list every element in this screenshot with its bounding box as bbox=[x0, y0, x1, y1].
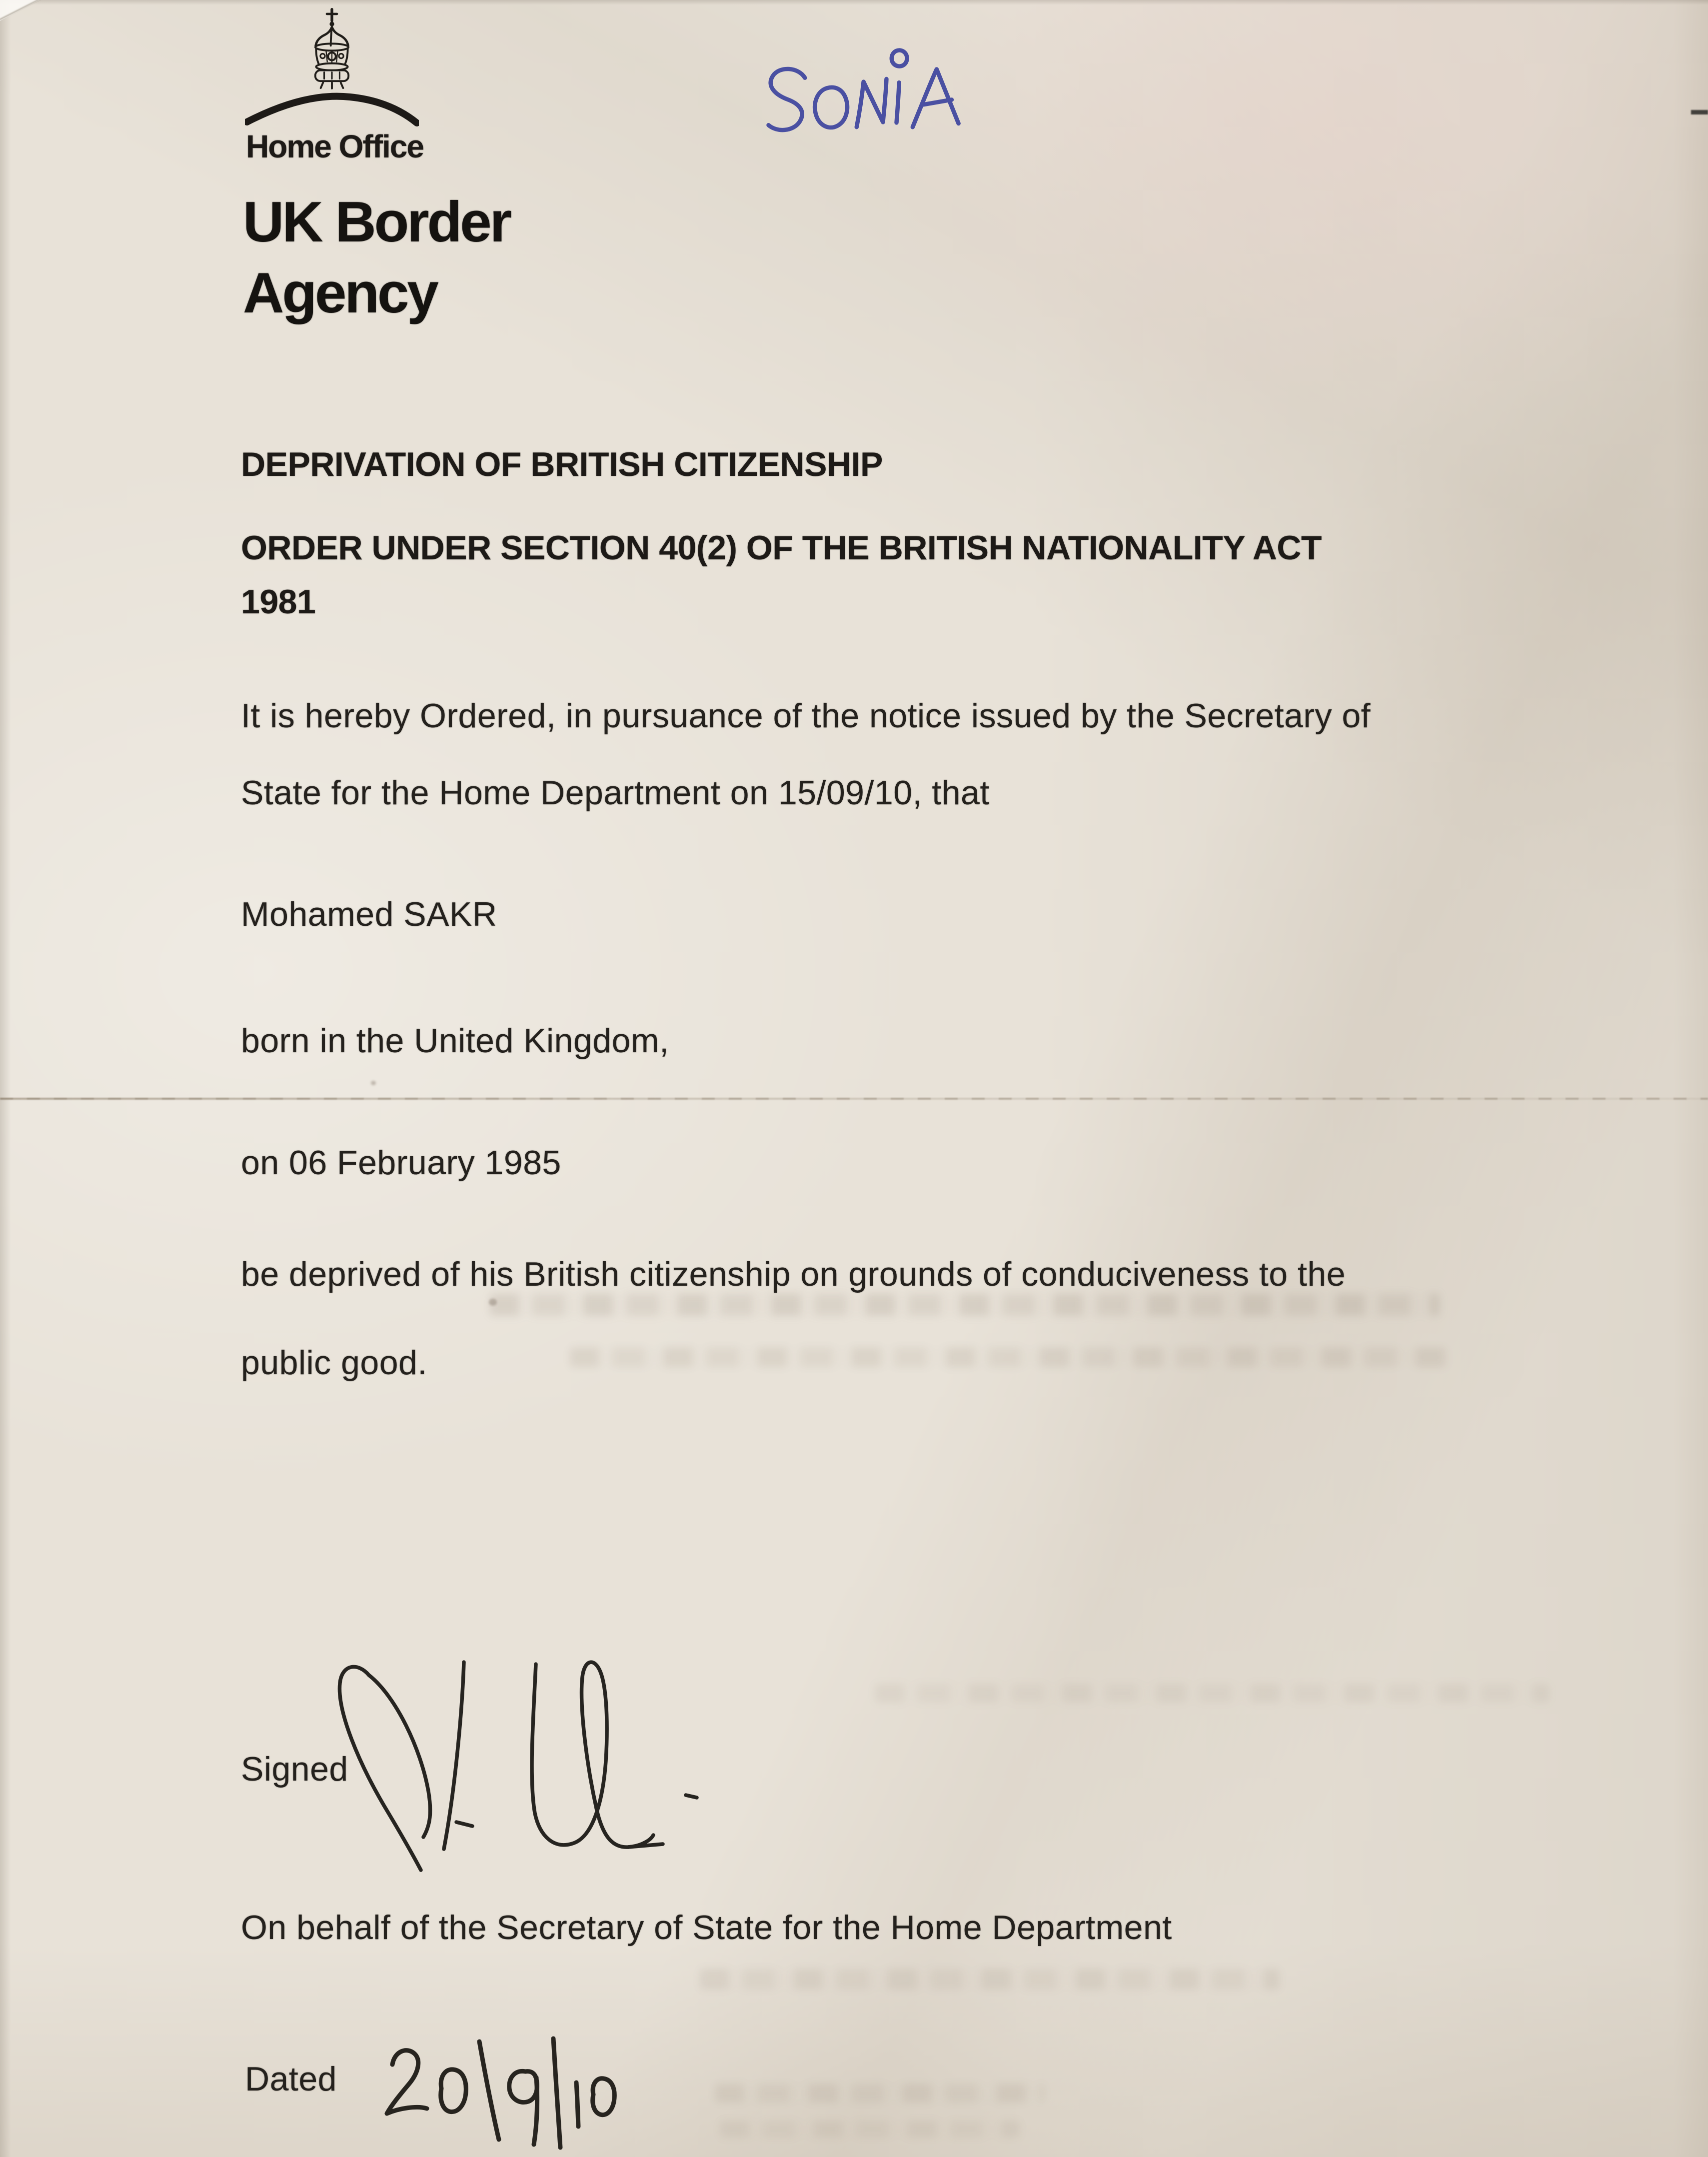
agency-name bbox=[243, 187, 510, 329]
agency-name-line1: UK Border bbox=[243, 190, 510, 254]
intro-line1: It is hereby Ordered, in pursuance of the notice issued by the Secretary of bbox=[241, 697, 1371, 735]
subject-name: Mohamed SAKR bbox=[241, 895, 497, 933]
signed-label: Signed bbox=[241, 1750, 348, 1788]
paper-crease-line bbox=[0, 1098, 1708, 1100]
bleedthrough-text-band bbox=[720, 2121, 1020, 2138]
scan-artifact-dash bbox=[1691, 110, 1708, 114]
crest-arc-swoosh-icon bbox=[245, 89, 419, 127]
bleedthrough-text-band bbox=[490, 1294, 1440, 1316]
dated-label: Dated bbox=[245, 2060, 337, 2098]
home-office-crown-crest-icon bbox=[306, 7, 358, 90]
behalf-line: On behalf of the Secretary of State for the Home Department bbox=[241, 1909, 1172, 1947]
order-line1: be deprived of his British citizenship on grounds of conduciveness to the bbox=[241, 1255, 1346, 1293]
agency-name-line2: Agency bbox=[243, 261, 437, 325]
bleedthrough-text-band bbox=[715, 2084, 1045, 2103]
paper-fold-corner bbox=[0, 0, 40, 21]
handwritten-annotation bbox=[755, 23, 989, 151]
letter-title: DEPRIVATION OF BRITISH CITIZENSHIP bbox=[241, 445, 883, 483]
handwritten-signature bbox=[310, 1612, 710, 1872]
department-name: Home Office bbox=[246, 128, 423, 164]
letter-subtitle-line2: 1981 bbox=[241, 583, 316, 621]
handwritten-date bbox=[377, 2024, 637, 2154]
bleedthrough-text-band bbox=[700, 1969, 1280, 1990]
birthdate-line: on 06 February 1985 bbox=[241, 1144, 561, 1182]
birthplace-line: born in the United Kingdom, bbox=[241, 1022, 669, 1060]
letter-subtitle-line1: ORDER UNDER SECTION 40(2) OF THE BRITISH NATIONALITY ACT bbox=[241, 529, 1322, 567]
bleedthrough-text-band bbox=[570, 1347, 1450, 1367]
paper-speck bbox=[371, 1081, 376, 1085]
order-line2: public good. bbox=[241, 1344, 427, 1382]
bleedthrough-text-band bbox=[875, 1684, 1550, 1703]
intro-line2: State for the Home Department on 15/09/10, that bbox=[241, 774, 990, 812]
